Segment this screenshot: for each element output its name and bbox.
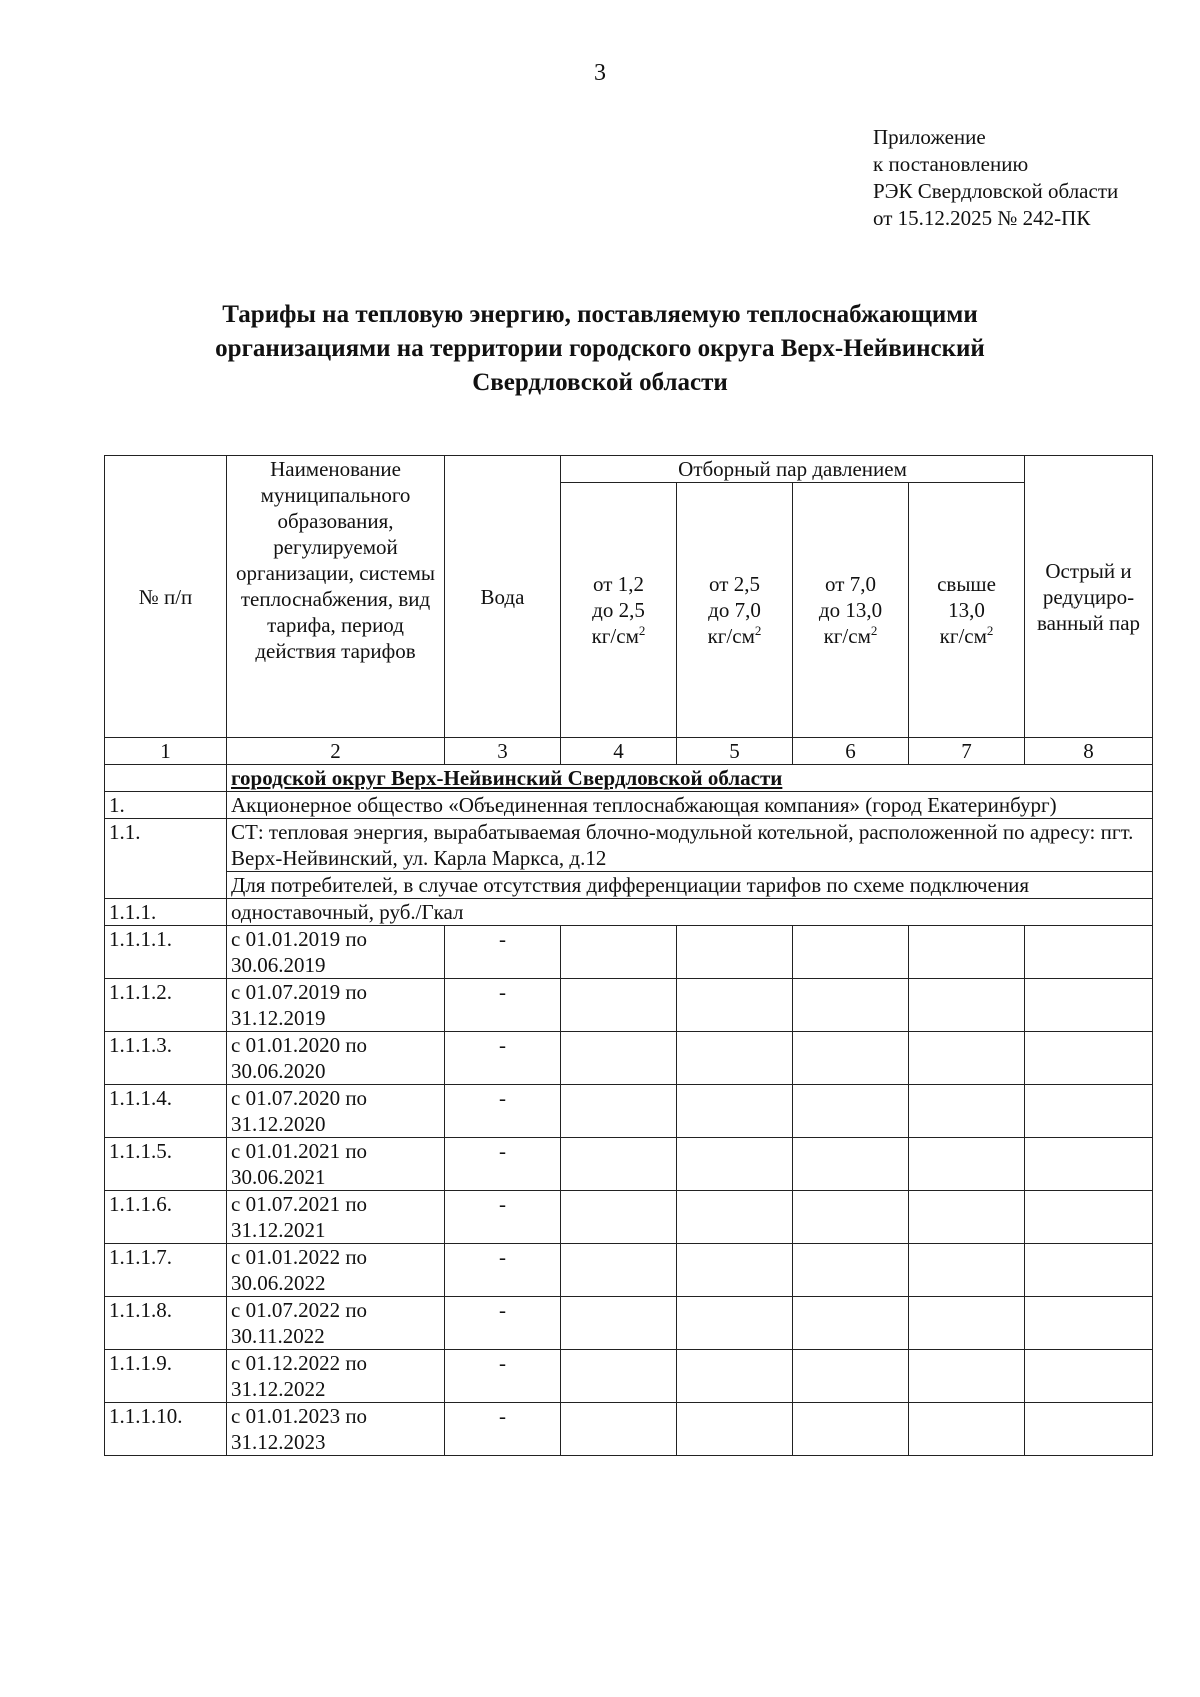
- period-num: 1.1.1.6.: [105, 1191, 227, 1244]
- empty-cell: [909, 1032, 1025, 1085]
- header-steam-4-unit: $кг/см^2$: [939, 623, 994, 648]
- water-value: -: [445, 1191, 561, 1244]
- appendix-line: Приложение: [873, 125, 986, 149]
- column-number: 2: [227, 738, 445, 765]
- header-steam-4-to: 13,0: [948, 598, 985, 622]
- empty-cell: [561, 1244, 677, 1297]
- period-num: 1.1.1.4.: [105, 1085, 227, 1138]
- consumers-row: [105, 872, 1153, 899]
- table-row: [105, 1403, 1153, 1456]
- column-number: 5: [677, 738, 793, 765]
- empty-cell: [909, 1085, 1025, 1138]
- empty-cell: [793, 1350, 909, 1403]
- empty-cell: [1025, 1244, 1153, 1297]
- period-range: с 01.07.2020 по 31.12.2020: [227, 1085, 445, 1138]
- period-num: 1.1.1.3.: [105, 1032, 227, 1085]
- appendix-line: к постановлению: [873, 152, 1029, 176]
- empty-cell: [677, 1403, 793, 1456]
- empty-cell: [677, 1085, 793, 1138]
- water-value: -: [445, 926, 561, 979]
- water-value: -: [445, 1297, 561, 1350]
- empty-cell: [677, 1244, 793, 1297]
- water-value: -: [445, 1403, 561, 1456]
- water-value: -: [445, 1350, 561, 1403]
- title-line: Тарифы на тепловую энергию, поставляемую теплоснабжающими: [222, 301, 978, 328]
- period-range: с 01.01.2020 по 30.06.2020: [227, 1032, 445, 1085]
- header-num: № п/п: [105, 456, 227, 738]
- water-value: -: [445, 1085, 561, 1138]
- period-num: 1.1.1.5.: [105, 1138, 227, 1191]
- organization-num: 1.: [105, 792, 227, 819]
- table-row: [105, 1297, 1153, 1350]
- empty-cell: [561, 979, 677, 1032]
- empty-cell: [561, 926, 677, 979]
- empty-cell: [677, 1297, 793, 1350]
- empty-cell: [561, 1350, 677, 1403]
- municipality-row: [105, 765, 1153, 792]
- empty-cell: [1025, 1191, 1153, 1244]
- empty-cell: [1025, 1297, 1153, 1350]
- system-num: 1.1.: [105, 819, 227, 899]
- empty-cell: [1025, 1032, 1153, 1085]
- header-steam-3-from: от 7,0: [825, 572, 876, 596]
- period-num: 1.1.1.2.: [105, 979, 227, 1032]
- empty-cell: [677, 979, 793, 1032]
- empty-cell: [793, 1138, 909, 1191]
- table-row: [105, 1191, 1153, 1244]
- title-line: организациями на территории городского округа Верх-Нейвинский: [215, 335, 985, 362]
- tariff-table: [104, 455, 1153, 1456]
- empty-cell: [793, 979, 909, 1032]
- appendix-line: РЭК Свердловской области: [873, 179, 1119, 203]
- empty-cell: [561, 1297, 677, 1350]
- period-range: с 01.07.2021 по 31.12.2021: [227, 1191, 445, 1244]
- period-range: с 01.01.2021 по 30.06.2021: [227, 1138, 445, 1191]
- empty-cell: [561, 1085, 677, 1138]
- period-range: с 01.01.2019 по 30.06.2019: [227, 926, 445, 979]
- empty-cell: [793, 1297, 909, 1350]
- empty-cell: [909, 926, 1025, 979]
- header-steam-4: [909, 483, 1025, 738]
- consumers-note: Для потребителей, в случае отсутствия дифференциации тарифов по схеме подключения: [227, 872, 1153, 899]
- header-steam-3: [793, 483, 909, 738]
- appendix-line: от 15.12.2025 № 242-ПК: [873, 206, 1091, 230]
- empty-cell: [1025, 1085, 1153, 1138]
- empty-cell: [677, 926, 793, 979]
- period-num: 1.1.1.10.: [105, 1403, 227, 1456]
- empty-cell: [1025, 979, 1153, 1032]
- page-number: 3: [594, 60, 606, 86]
- appendix-reference: [873, 124, 1118, 232]
- system-row: [105, 819, 1153, 872]
- header-name: Наименование муниципального образования, регулируемой организации, системы теплоснабжения, вид тарифа, период действия тарифов: [227, 456, 445, 738]
- empty-cell: [909, 1350, 1025, 1403]
- water-value: -: [445, 979, 561, 1032]
- empty-cell: [561, 1138, 677, 1191]
- table-row: [105, 1032, 1153, 1085]
- empty-cell: [793, 1085, 909, 1138]
- table-row: [105, 1244, 1153, 1297]
- header-steam-1: [561, 483, 677, 738]
- system-name: СТ: тепловая энергия, вырабатываемая блочно-модульной котельной, расположенной по адресу: пгт. Верх-Нейвинский, ул. Карла Маркса, д.12: [227, 819, 1153, 872]
- period-range: с 01.01.2022 по 30.06.2022: [227, 1244, 445, 1297]
- empty-cell: [909, 1244, 1025, 1297]
- column-number: 8: [1025, 738, 1153, 765]
- table-row: [105, 1138, 1153, 1191]
- tariff-type-row: [105, 899, 1153, 926]
- empty-cell: [793, 926, 909, 979]
- header-steam-2-to: до 7,0: [708, 598, 761, 622]
- table-row: [105, 979, 1153, 1032]
- period-range: с 01.07.2022 по 30.11.2022: [227, 1297, 445, 1350]
- header-steam-2-unit: $кг/см^2$: [707, 623, 762, 648]
- document-title: [150, 298, 1050, 400]
- water-value: -: [445, 1244, 561, 1297]
- column-number: 6: [793, 738, 909, 765]
- empty-cell: [793, 1032, 909, 1085]
- empty-cell: [793, 1191, 909, 1244]
- empty-cell: [909, 979, 1025, 1032]
- column-number: 7: [909, 738, 1025, 765]
- tariff-type: одноставочный, руб./Гкал: [227, 899, 1153, 926]
- municipality-num-cell: [105, 765, 227, 792]
- empty-cell: [561, 1032, 677, 1085]
- empty-cell: [1025, 1403, 1153, 1456]
- header-steam-4-from: свыше: [937, 572, 996, 596]
- header-steam-2: [677, 483, 793, 738]
- header-steam-3-unit: $кг/см^2$: [823, 623, 878, 648]
- water-value: -: [445, 1032, 561, 1085]
- empty-cell: [1025, 1350, 1153, 1403]
- empty-cell: [1025, 926, 1153, 979]
- header-steam-1-unit: $кг/см^2$: [591, 623, 646, 648]
- period-num: 1.1.1.1.: [105, 926, 227, 979]
- header-sharp-steam: Острый и редуциро-ванный пар: [1025, 456, 1153, 738]
- organization-row: [105, 792, 1153, 819]
- empty-cell: [677, 1191, 793, 1244]
- table-row: [105, 1350, 1153, 1403]
- tariff-type-num: 1.1.1.: [105, 899, 227, 926]
- empty-cell: [1025, 1138, 1153, 1191]
- period-num: 1.1.1.9.: [105, 1350, 227, 1403]
- period-num: 1.1.1.8.: [105, 1297, 227, 1350]
- empty-cell: [793, 1244, 909, 1297]
- header-steam-group: Отборный пар давлением: [561, 456, 1025, 483]
- table-row: [105, 926, 1153, 979]
- column-number: 4: [561, 738, 677, 765]
- empty-cell: [677, 1350, 793, 1403]
- header-row: [105, 456, 1153, 483]
- empty-cell: [909, 1138, 1025, 1191]
- header-steam-2-from: от 2,5: [709, 572, 760, 596]
- title-line: Свердловской области: [472, 369, 728, 396]
- empty-cell: [561, 1403, 677, 1456]
- header-water: Вода: [445, 456, 561, 738]
- period-range: с 01.12.2022 по 31.12.2022: [227, 1350, 445, 1403]
- period-range: с 01.07.2019 по 31.12.2019: [227, 979, 445, 1032]
- column-number: 3: [445, 738, 561, 765]
- period-range: с 01.01.2023 по 31.12.2023: [227, 1403, 445, 1456]
- empty-cell: [561, 1191, 677, 1244]
- period-num: 1.1.1.7.: [105, 1244, 227, 1297]
- empty-cell: [677, 1032, 793, 1085]
- empty-cell: [909, 1403, 1025, 1456]
- header-steam-1-to: до 2,5: [592, 598, 645, 622]
- organization-name: Акционерное общество «Объединенная теплоснабжающая компания» (город Екатеринбург): [227, 792, 1153, 819]
- column-number-row: [105, 738, 1153, 765]
- empty-cell: [909, 1297, 1025, 1350]
- header-steam-1-from: от 1,2: [593, 572, 644, 596]
- municipality-name: городской округ Верх-Нейвинский Свердловской области: [227, 765, 1153, 792]
- empty-cell: [793, 1403, 909, 1456]
- column-number: 1: [105, 738, 227, 765]
- empty-cell: [677, 1138, 793, 1191]
- empty-cell: [909, 1191, 1025, 1244]
- water-value: -: [445, 1138, 561, 1191]
- table-row: [105, 1085, 1153, 1138]
- header-steam-3-to: до 13,0: [818, 598, 883, 622]
